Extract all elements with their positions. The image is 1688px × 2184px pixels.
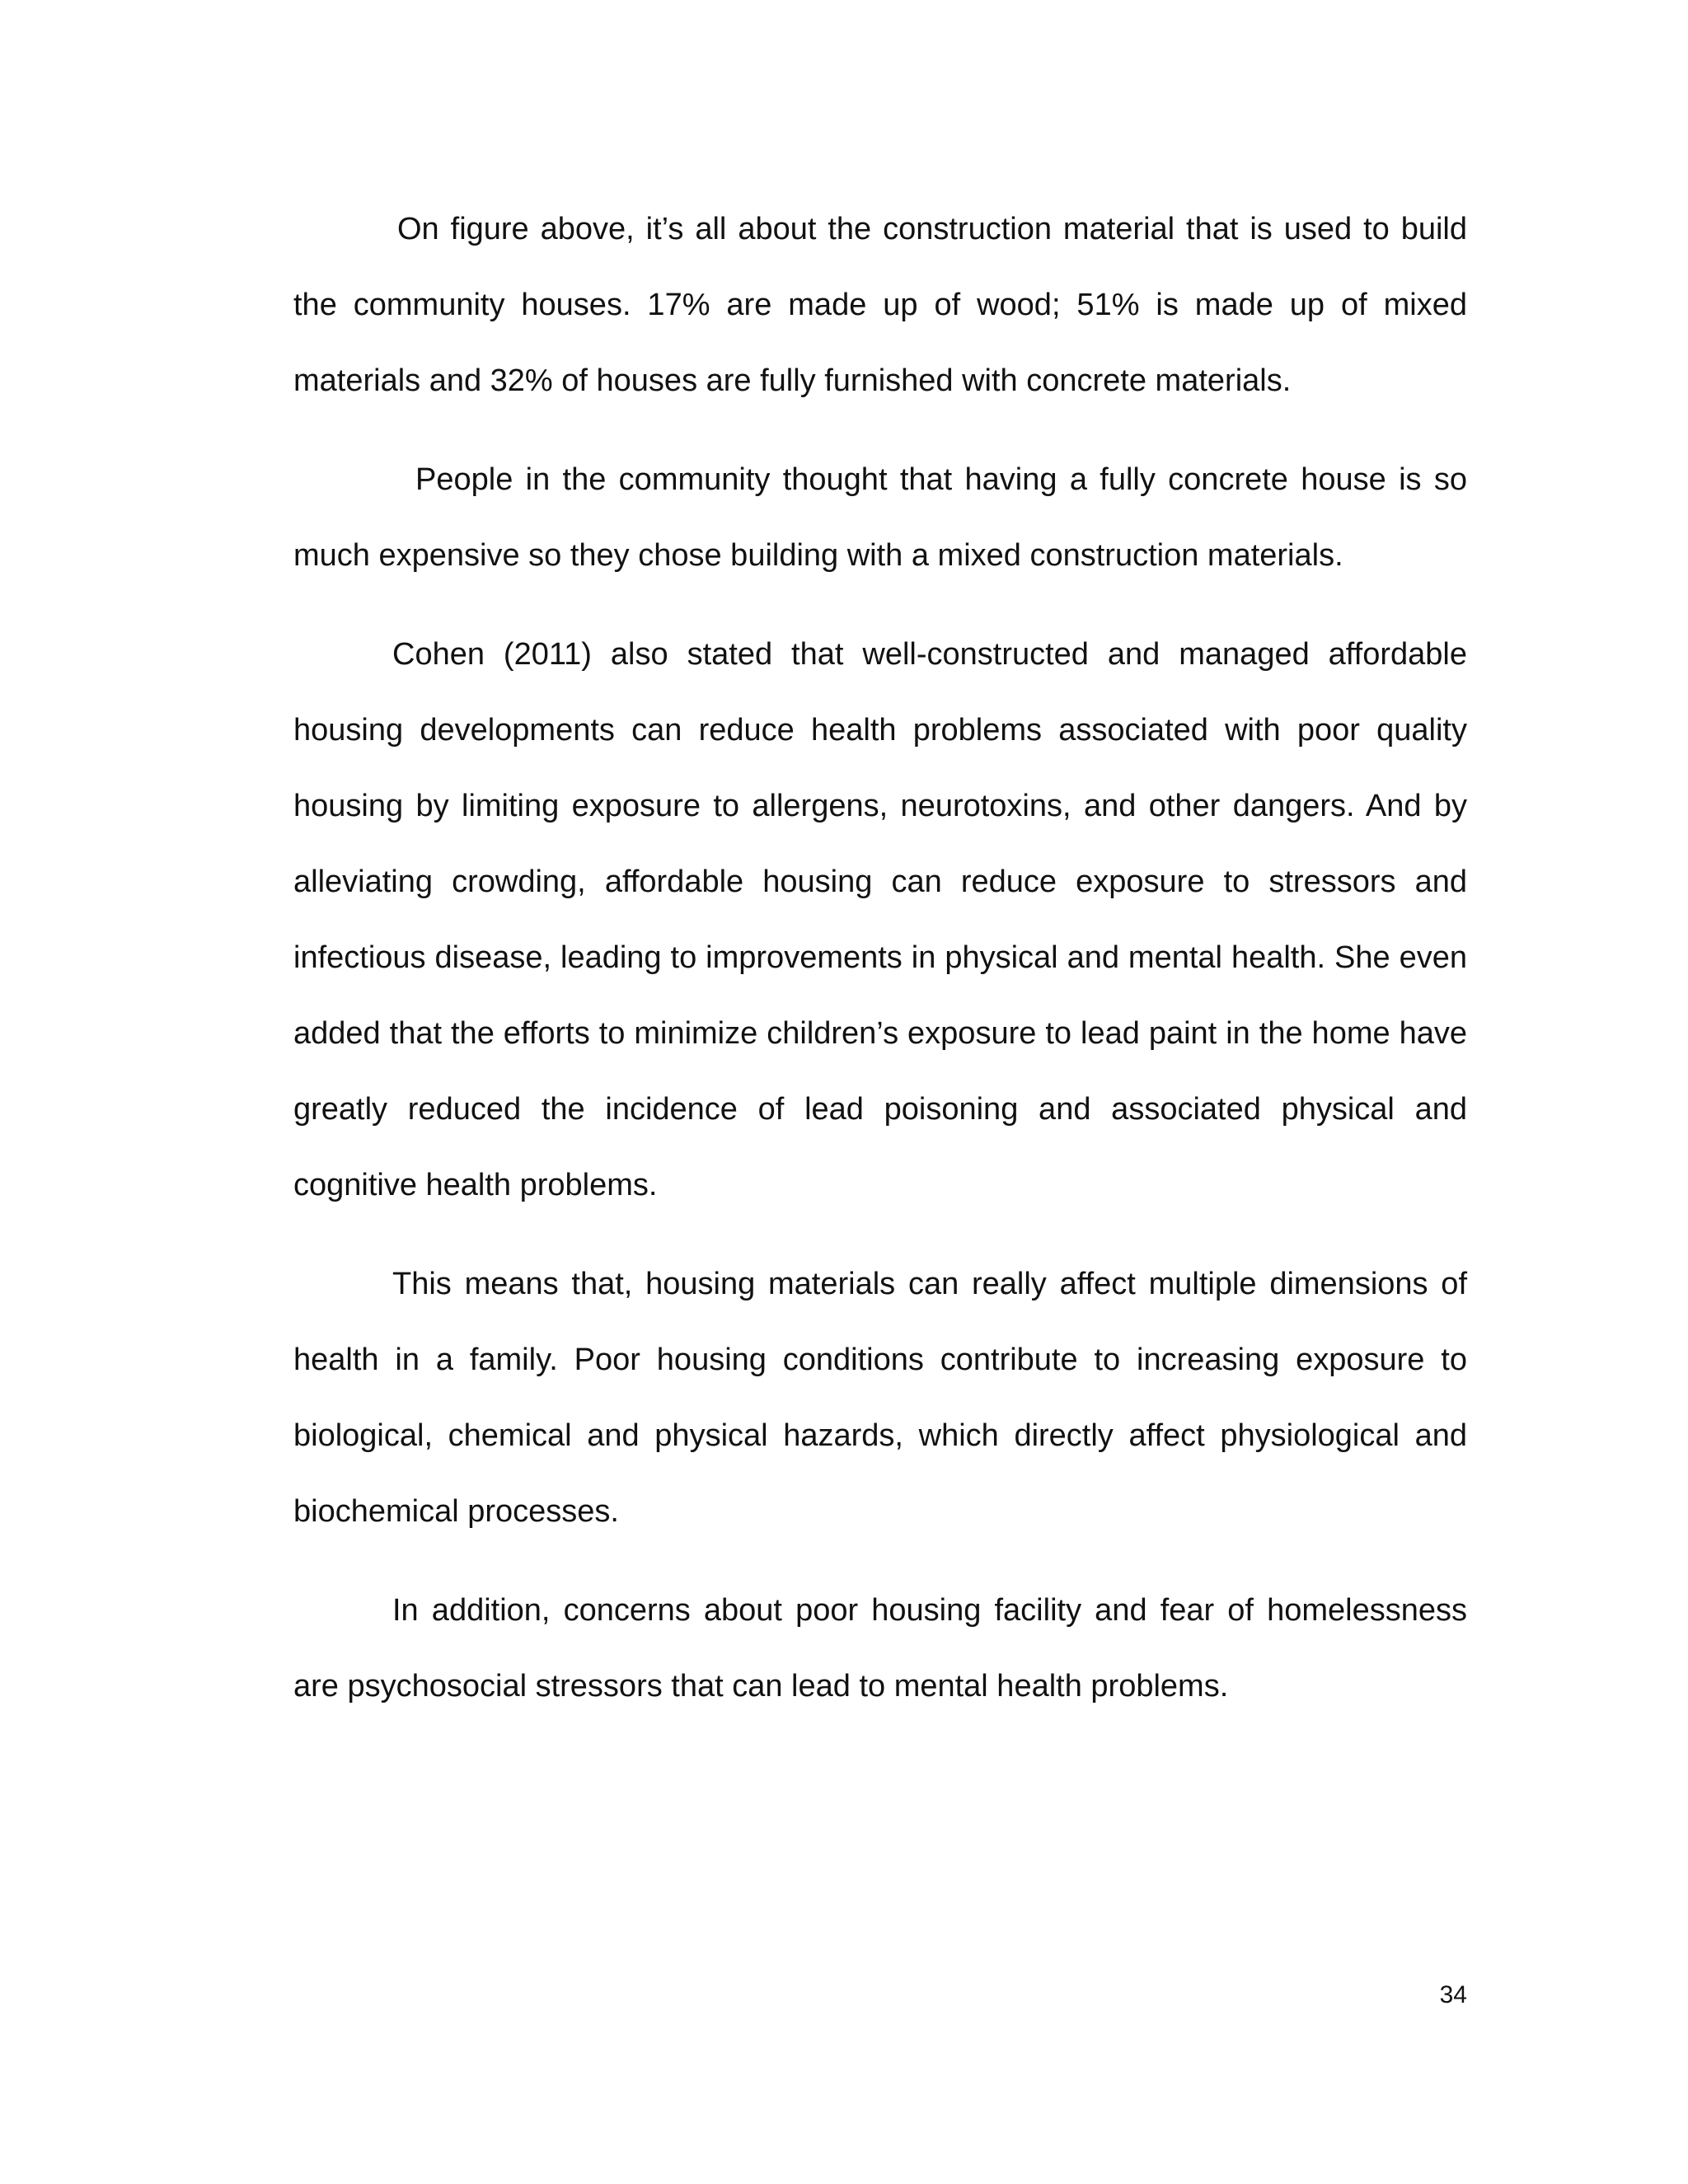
paragraph-construction-materials: On figure above, it’s all about the construction material that is used to build the community houses. 17% are made up of wood; 51% is made up of mixed materials and 32% of houses are fully furnished with concrete materials. — [293, 212, 1467, 398]
document-body — [293, 191, 1467, 1747]
paragraph-psychosocial-stressors: In addition, concerns about poor housing facility and fear of homelessness are psychosocial stressors that can lead to mental health problems. — [293, 1593, 1467, 1704]
paragraph-cohen-citation: Cohen (2011) also stated that well-constructed and managed affordable housing developments can reduce health problems associated with poor quality housing by limiting exposure to allergens, neurotoxins, and other dangers. And by alleviating crowding, affordable housing can reduce exposure to stressors and infectious disease, leading to improvements in physical and mental health. She even added that the efforts to minimize children’s exposure to lead paint in the home have greatly reduced the incidence of lead poisoning and associated physical and cognitive health problems. — [293, 637, 1467, 1202]
paragraph-community-opinion: People in the community thought that having a fully concrete house is so much expensive so they chose building with a mixed construction materials. — [293, 462, 1467, 573]
page-number: 34 — [1439, 1981, 1467, 2008]
paragraph-housing-health: This means that, housing materials can really affect multiple dimensions of health in a family. Poor housing conditions contribute to increasing exposure to biological, chemical and physical hazards, which directly affect physiological and biochemical processes. — [293, 1267, 1467, 1529]
